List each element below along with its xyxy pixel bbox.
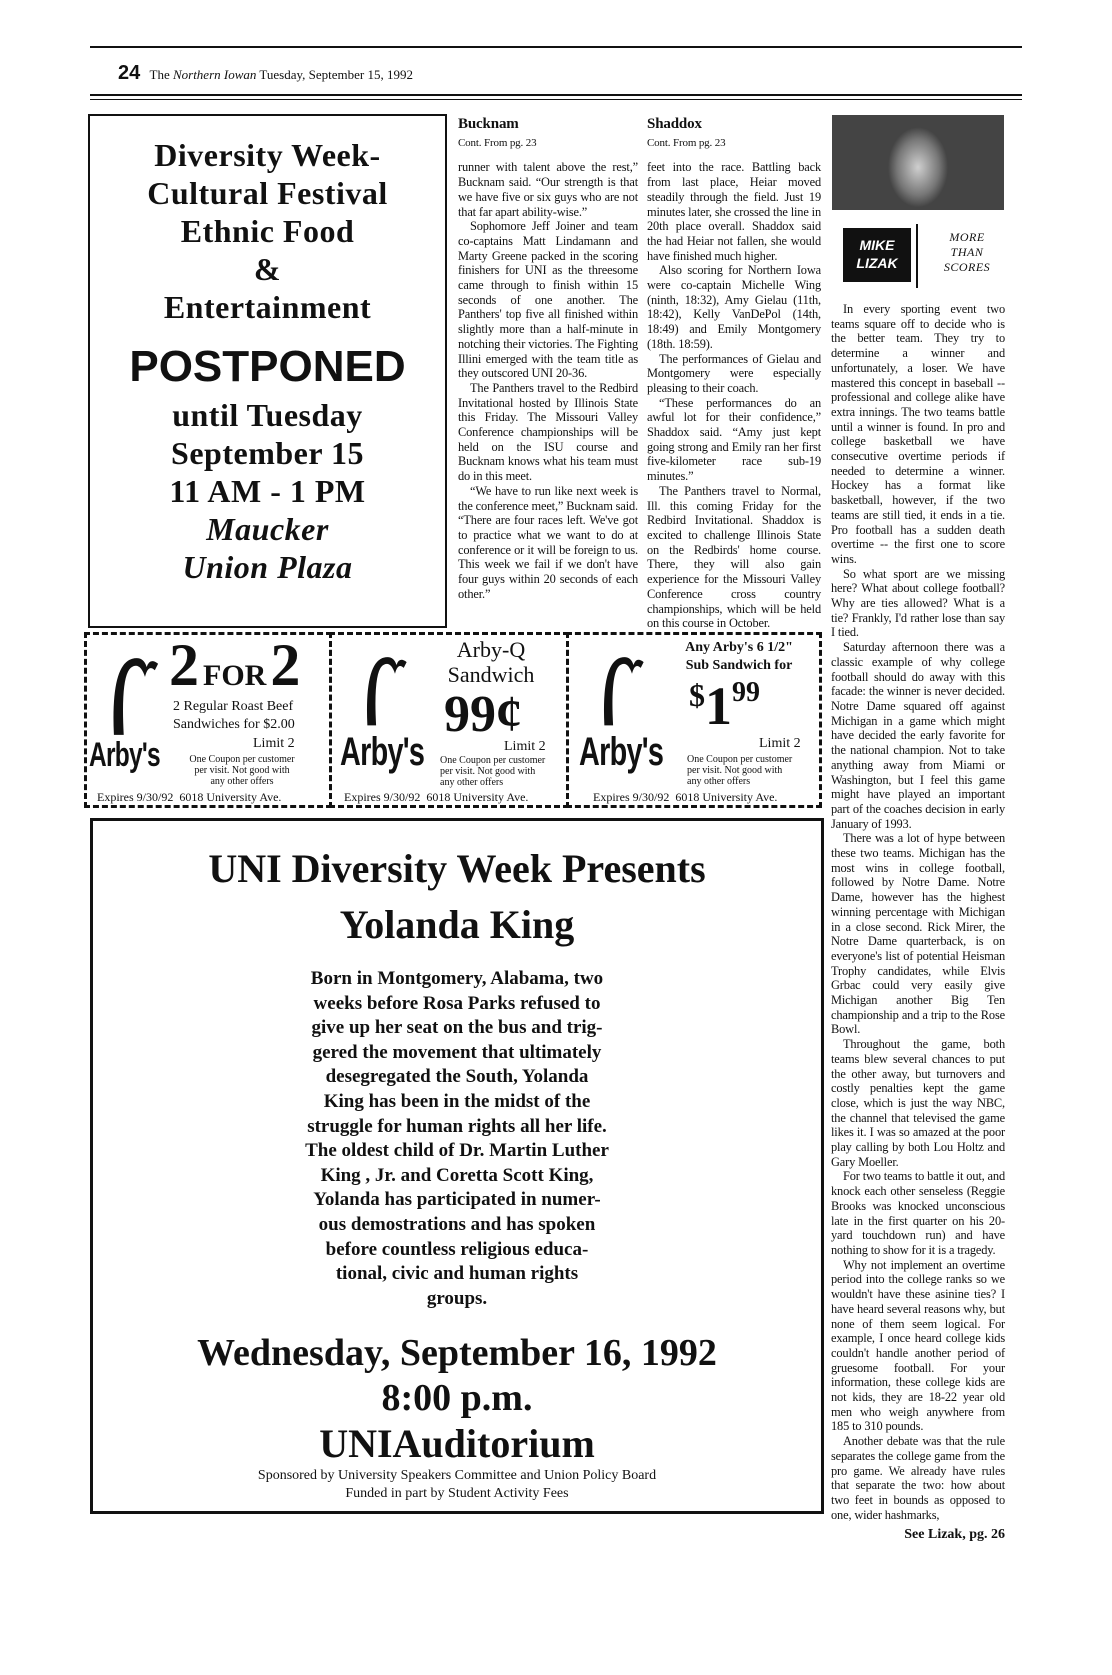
offer-headline: Arby-Q Sandwich xyxy=(447,637,535,687)
paragraph: “We have to run like next week is the conference meet,” Bucknam said. “There are four races left. We've got to practice what we want to do at conference or it will be foreign to us. This week we fail if we don't have four guys within 20 seconds of each other.” xyxy=(458,483,638,601)
ad-line: Entertainment xyxy=(163,289,372,325)
ad-line: Diversity Week- xyxy=(154,137,381,173)
columnist-photo xyxy=(832,115,1004,210)
column-title-line: MORE xyxy=(949,230,985,244)
coupon-2-for-2 xyxy=(84,632,332,808)
limit-label: Limit 2 xyxy=(504,739,546,754)
ad-line: Cultural Festival xyxy=(147,175,388,211)
coupon-fine-print: One Coupon per customer per visit. Not good with any other offers xyxy=(687,754,793,787)
price-cents: 99 xyxy=(732,677,760,708)
masthead-rule-1 xyxy=(90,94,1022,96)
jump-line: See Lizak, pg. 26 xyxy=(904,1527,1005,1543)
paper-prefix: The xyxy=(149,67,173,82)
new-date-line: until Tuesday xyxy=(172,397,363,433)
limit-label: Limit 2 xyxy=(759,736,801,751)
store-address: 6018 University Ave. xyxy=(179,790,282,804)
expiry-date: Expires 9/30/92 xyxy=(344,790,421,804)
price-main: 1 xyxy=(705,676,732,736)
arbys-hat-icon xyxy=(589,649,659,729)
offer-price: 99¢ xyxy=(444,686,522,743)
offer-description: 2 Regular Roast Beef Sandwiches for $2.00 xyxy=(173,699,295,732)
offer-price xyxy=(689,676,760,736)
expiry-date: Expires 9/30/92 xyxy=(593,790,670,804)
paragraph: “These performances do an awful lot for their confidence,” Shaddox said. “Amy just kept going strong and Emily ran her first five-kilometer race sub-19 minutes.” xyxy=(647,395,821,484)
funding-line: Funded in part by Student Activity Fees xyxy=(345,1486,569,1502)
price-dollar: $ xyxy=(689,677,705,713)
paragraph: Why not implement an overtime period into the college ranks so we wouldn't have these asinine ties? I have heard several reasons why, but none of them seem logical. For example, I once heard college kids couldn't handle another period of gruesome football. For your information, these college kids are not kids, they are 18-22 year old men who weigh anywhere from 185 to 310 pounds. xyxy=(831,1257,1005,1434)
headline-number: 2 xyxy=(270,632,301,698)
postponed-label: POSTPONED xyxy=(129,342,406,391)
paragraph: Saturday afternoon there was a classic example of why college football should do away with this facade: the winner is never decided. Notre Dame squared off against Michigan in a game which might have decided the early favorite for the national champion. Not to take anything away from Miami or Washington, but I feel this game might have played an important part of the coaches decision in early January of 1993. xyxy=(831,640,1005,831)
paragraph: Sophomore Jeff Joiner and team co-captains Matt Lindamann and Marty Greene packed in the scoring finishers for UNI as the threesome came through to finish within 15 seconds of one another. The Panthers' top five all finished within slightly more than a half-minute in notching their victories. The Fighting Illini emerged with the team title as they outscored UNI 20-36. xyxy=(458,219,638,381)
shaddox-article xyxy=(647,117,821,631)
paragraph: There was a lot of hype between these two teams. Michigan has the most wins in college football, followed by Notre Dame. Notre Dame, however has the highest winning percentage with Michigan in a close second. Rick Mirer, the Notre Dame quarterback, is on everyone's list of potential Heisman Trophy candidates, while Elvis Grbac could very easily give Michigan another Big Ten championship and a trip to the Rose Bowl. xyxy=(831,831,1005,1037)
paragraph: runner with talent above the rest,” Bucknam said. “Our strength is that we have five or six guys who are not that far apart ability-wise.” xyxy=(458,160,638,219)
coupon-sub-sandwich xyxy=(566,632,822,808)
paragraph: The Panthers travel to Normal, Ill. this coming Friday for the Redbird Invitational. Shaddox is excited to challenge Illinois State on the Redbirds' home course. There, they will also gain experience for the Missouri Valley Conference cross country championships, which will be held on this course in October. xyxy=(647,483,821,631)
paragraph: For two teams to battle it out, and knock each other senseless (Reggie Brooks was knocked unconscious late in the first quarter on his 20-yard touchdown run) and have nothing to show for it is a tragedy. xyxy=(831,1169,1005,1257)
expiry-date: Expires 9/30/92 xyxy=(97,790,174,804)
event-time: 8:00 p.m. xyxy=(381,1377,533,1420)
top-rule xyxy=(90,46,1022,48)
column-title xyxy=(922,230,1012,275)
store-address: 6018 University Ave. xyxy=(426,790,529,804)
diversity-festival-ad xyxy=(88,114,447,628)
arbys-hat-icon xyxy=(101,649,171,739)
event-venue: UNIAuditorium xyxy=(319,1421,595,1467)
coupon-fine-print: One Coupon per customer per visit. Not good with any other offers xyxy=(440,755,546,788)
speaker-bio: Born in Montgomery, Alabama, two weeks before Rosa Parks refused to give up her seat on the bus and trig- gered the movement that ultimately desegregated the South, Yolanda King has been in the midst of the struggle for human rights all her life. The oldest child of Dr. Martin Luther King , Jr. and Coretta Scott King, Yolanda has participated in numer- ous demostrations and has spoken before countless religious educa- tional, civic and human rights groups. xyxy=(305,968,609,1309)
headline-for: FOR xyxy=(203,659,267,692)
headline-number: 2 xyxy=(169,632,199,698)
column-title-line: THAN xyxy=(950,245,984,259)
author-first: MIKE xyxy=(859,237,895,253)
column-title-line: SCORES xyxy=(943,260,991,274)
paragraph: Another debate was that the rule separates the college game from the pro game. We already have rules that separate the two: how about two feet in bounds as opposed to one, wider hashmarks, xyxy=(831,1434,1005,1522)
arbys-logo-text: Arby's xyxy=(89,736,160,774)
lizak-column xyxy=(831,302,1005,1544)
column-logo-author xyxy=(843,228,911,282)
location-line: Union Plaza xyxy=(182,549,353,585)
author-last: LIZAK xyxy=(856,255,898,271)
new-date-line: 11 AM - 1 PM xyxy=(169,473,366,509)
masthead xyxy=(118,62,413,85)
bucknam-article xyxy=(458,117,638,602)
masthead-rule-2 xyxy=(90,99,1022,100)
page-number: 24 xyxy=(118,62,141,84)
event-date: Wednesday, September 16, 1992 xyxy=(197,1332,717,1375)
coupon-expiry xyxy=(97,790,281,804)
coupon-fine-print: One Coupon per customer per visit. Not good with any other offers xyxy=(189,754,295,787)
offer-headline: Any Arby's 6 1/2" Sub Sandwich for xyxy=(685,640,793,673)
ad-line: & xyxy=(253,251,282,287)
paragraph: Throughout the game, both teams blew several chances to put the other away, but turnovers and costly penalties kept the game close, which is just the way NBC, the channel that televised the game likes it. I was so amazed at the poor play calling by both Lou Holtz and Gary Moeller. xyxy=(831,1037,1005,1169)
paragraph: feet into the race. Battling back from last place, Heiar moved steadily through the field. Just 19 minutes later, she crossed the line in 20th place overall. Shaddox said the had Heiar not fallen, she would have finished much higher. xyxy=(647,160,821,263)
article-headline: Shaddox xyxy=(647,116,702,132)
yolanda-king-ad xyxy=(90,818,824,1514)
arbys-hat-icon xyxy=(352,649,422,729)
continued-from: Cont. From pg. 23 xyxy=(647,136,726,149)
coupon-expiry xyxy=(344,790,528,804)
speaker-name: Yolanda King xyxy=(339,902,575,947)
paragraph: Also scoring for Northern Iowa were co-captain Michelle Wing (ninth, 18:32), Amy Gielau (11th, 18:42), Kelly VanDePol (14th, 18:49) and Emily Montgomery (18th. 18:59). xyxy=(647,263,821,351)
ad-title: UNI Diversity Week Presents xyxy=(208,846,706,891)
coupon-arby-q xyxy=(329,632,569,808)
coupon-expiry xyxy=(593,790,777,804)
paragraph: In every sporting event two teams square off to decide who is the better team. They try to determine a winner and unfortunately, a loser. We have mastered this concept in baseball -- professional and college alike have extra innings. The two teams battle until a winner is found. In pro and college basketball we have consecutive overtime periods if needed to determine a winner. Hockey has a format like basketball, however, if the two teams are still tied, it ends in a tie. Pro football has a sudden death overtime -- the first one to score wins. xyxy=(831,302,1005,566)
paragraph: The Panthers travel to the Redbird Invitational hosted by Illinois State this Friday. The Missouri Valley Conference championships will be held on the ISU course and Bucknam knows what his team must do in this meet. xyxy=(458,380,638,484)
paragraph: So what sport are we missing here? What about college football? Why are ties allowed? What is a tie? Frankly, I'd rather lose than say I tied. xyxy=(831,566,1005,640)
offer-headline xyxy=(169,632,301,698)
ad-line: Ethnic Food xyxy=(180,213,355,249)
limit-label: Limit 2 xyxy=(253,736,295,751)
new-date-line: September 15 xyxy=(171,435,364,471)
paragraph: The performances of Gielau and Montgomery were especially pleasing to their coach. xyxy=(647,351,821,395)
sponsor-line: Sponsored by University Speakers Committee and Union Policy Board xyxy=(257,1468,657,1484)
paper-name: Northern Iowan xyxy=(172,67,257,82)
column-logo-divider xyxy=(916,224,918,288)
arbys-logo-text: Arby's xyxy=(340,730,425,774)
continued-from: Cont. From pg. 23 xyxy=(458,136,537,149)
arbys-logo-text: Arby's xyxy=(579,730,664,774)
location-line: Maucker xyxy=(206,511,329,547)
issue-date: Tuesday, September 15, 1992 xyxy=(256,67,413,82)
store-address: 6018 University Ave. xyxy=(675,790,778,804)
article-headline: Bucknam xyxy=(458,116,519,132)
